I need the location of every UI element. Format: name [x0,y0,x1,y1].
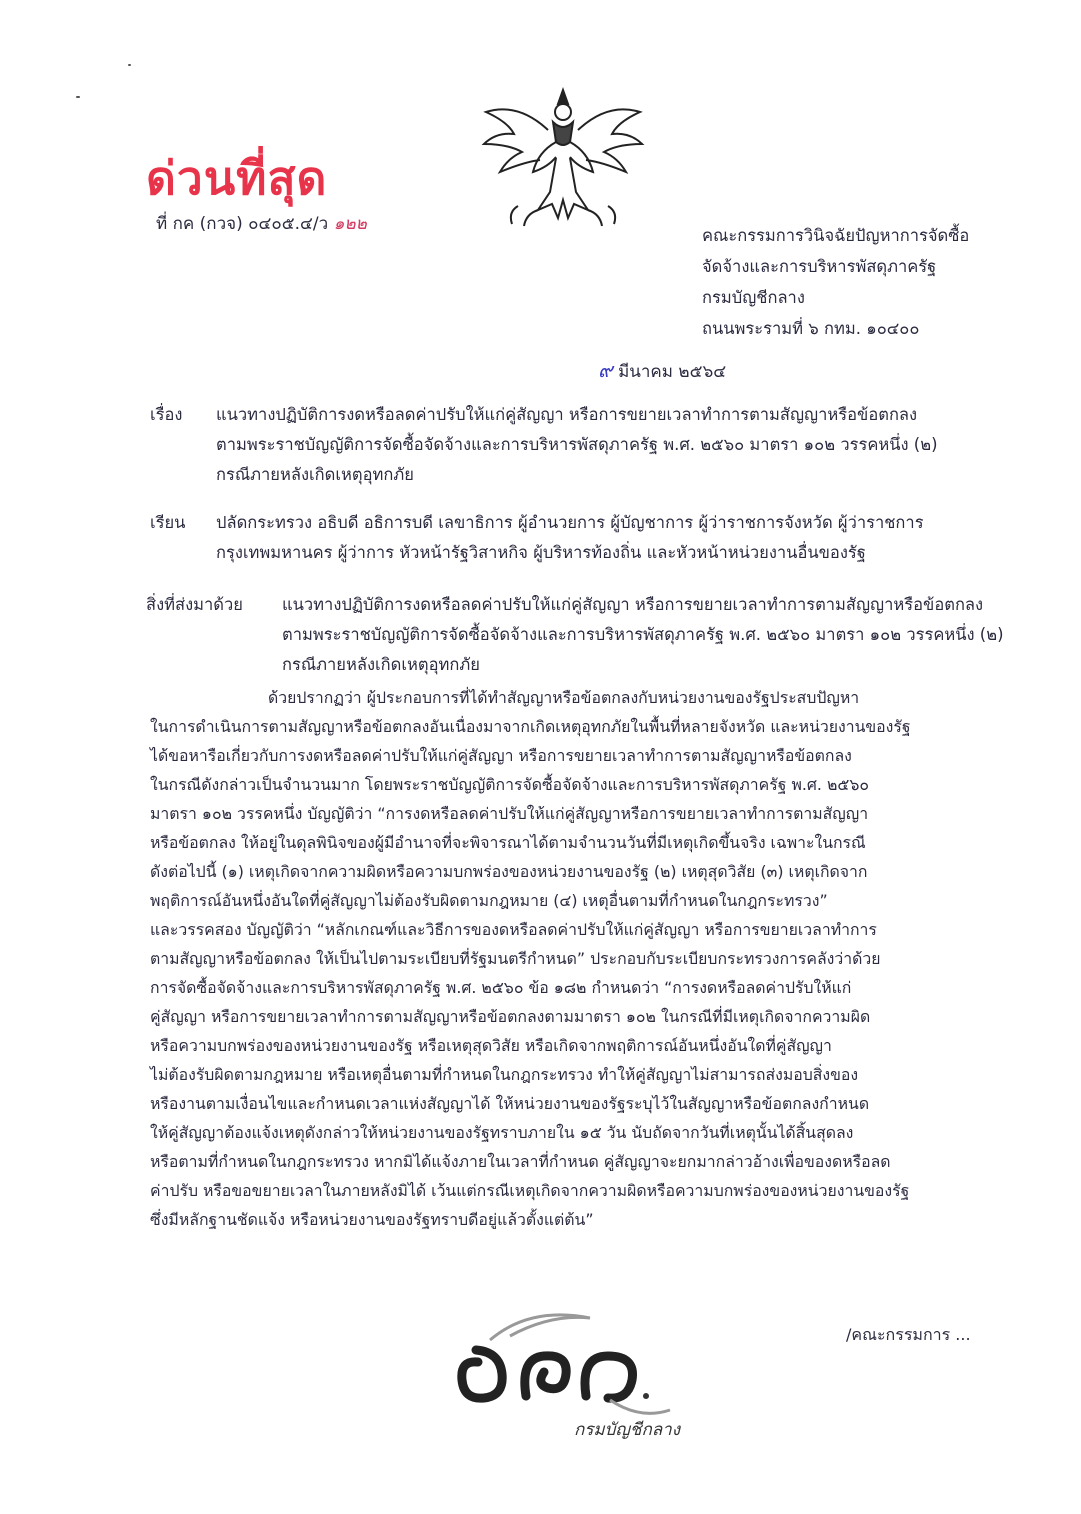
date-day-handwritten: ๙ [598,358,613,382]
date-month-year: มีนาคม ๒๕๖๔ [618,362,727,382]
continued-footer: /คณะกรรมการ ... [846,1325,971,1344]
document-number [156,210,367,237]
body-line: ในการดำเนินการตามสัญญาหรือข้อตกลงอันเนื่องมาจากเกิดเหตุอุทกภัยในพื้นที่หลายจังหวัด และหน่วยงานของรัฐ [150,717,911,736]
body-line: หรือข้อตกลง ให้อยู่ในดุลพินิจของผู้มีอำนาจที่จะพิจารณาได้ตามจำนวนวันที่มีเหตุเกิดขึ้นจริง เฉพาะในกรณี [150,833,866,852]
body-line: พฤติการณ์อันหนึ่งอันใดที่คู่สัญญาไม่ต้องรับผิดตามกฎหมาย (๔) เหตุอื่นตามที่กำหนดในกฎกระทรวง” [150,891,828,910]
recipient-label: เรียน [150,513,186,532]
subject-line: ตามพระราชบัญญัติการจัดซื้อจัดจ้างและการบริหารพัสดุภาครัฐ พ.ศ. ๒๕๖๐ มาตรา ๑๐๒ วรรคหนึ่ง (๒) [216,435,938,454]
body-line: คู่สัญญา หรือการขยายเวลาทำการตามสัญญาหรือข้อตกลงตามมาตรา ๑๐๒ ในกรณีที่มีเหตุเกิดจากความผิด [150,1007,871,1026]
subject-line: แนวทางปฏิบัติการงดหรือลดค่าปรับให้แก่คู่สัญญา หรือการขยายเวลาทำการตามสัญญาหรือข้อตกลง [216,405,918,424]
agency-line: กรมบัญชีกลาง [702,288,805,307]
scan-speck [76,96,80,98]
body-line: ค่าปรับ หรือขอขยายเวลาในภายหลังมิได้ เว้นแต่กรณีเหตุเกิดจากความผิดหรือความบกพร่องของหน่วยงานของรัฐ [150,1181,910,1200]
enclosure-line: ตามพระราชบัญญัติการจัดซื้อจัดจ้างและการบริหารพัสดุภาครัฐ พ.ศ. ๒๕๖๐ มาตรา ๑๐๒ วรรคหนึ่ง (๒) [282,625,1004,644]
enclosure-label: สิ่งที่ส่งมาด้วย [146,595,243,614]
body-line: และวรรคสอง บัญญัติว่า “หลักเกณฑ์และวิธีการของดหรือลดค่าปรับให้แก่คู่สัญญา หรือการขยายเวลาทำการ [150,920,877,939]
body-line: ดังต่อไปนี้ (๑) เหตุเกิดจากความผิดหรือความบกพร่องของหน่วยงานของรัฐ (๒) เหตุสุดวิสัย (๓) เหตุเกิดจาก [150,862,868,881]
agency-line: ถนนพระรามที่ ๖ กทม. ๑๐๔๐๐ [702,319,920,338]
agency-line: คณะกรรมการวินิจฉัยปัญหาการจัดซื้อ [702,226,970,245]
body-line: ตามสัญญาหรือข้อตกลง ให้เป็นไปตามระเบียบที่รัฐมนตรีกำหนด” ประกอบกับระเบียบกระทรวงการคลังว่าด้วย [150,949,881,968]
body-line: หรือความบกพร่องของหน่วยงานของรัฐ หรือเหตุสุดวิสัย หรือเกิดจากพฤติการณ์อันหนึ่งอันใดที่คู่สัญญา [150,1036,832,1055]
body-line: มาตรา ๑๐๒ วรรคหนึ่ง บัญญัติว่า “การงดหรือลดค่าปรับให้แก่คู่สัญญาหรือการขยายเวลาทำการตามสัญญา [150,804,869,823]
urgency-stamp: ด่วนที่สุด [146,151,328,205]
garuda-emblem-icon [478,82,648,232]
scan-speck [128,64,131,66]
agency-line: จัดจ้างและการบริหารพัสดุภาครัฐ [702,257,937,276]
body-line: ซึ่งมีหลักฐานชัดแจ้ง หรือหน่วยงานของรัฐทราบดีอยู่แล้วตั้งแต่ต้น” [150,1210,594,1229]
body-line: ด้วยปรากฏว่า ผู้ประกอบการที่ได้ทำสัญญาหรือข้อตกลงกับหน่วยงานของรัฐประสบปัญหา [268,688,860,707]
enclosure-line: กรณีภายหลังเกิดเหตุอุทกภัย [282,655,480,674]
body-line: ไม่ต้องรับผิดตามกฎหมาย หรือเหตุอื่นตามที่กำหนดในกฎกระทรวง ทำให้คู่สัญญาไม่สามารถส่งมอบสิ่งของ [150,1065,859,1084]
recipient-line: ปลัดกระทรวง อธิบดี อธิการบดี เลขาธิการ ผู้อำนวยการ ผู้บัญชาการ ผู้ว่าราชการจังหวัด ผู้ว่าราชการ [216,513,924,532]
logo-caption: กรมบัญชีกลาง [574,1420,681,1440]
enclosure-line: แนวทางปฏิบัติการงดหรือลดค่าปรับให้แก่คู่สัญญา หรือการขยายเวลาทำการตามสัญญาหรือข้อตกลง [282,595,984,614]
document-number-handwritten: ๑๒๒ [333,214,367,234]
subject-label: เรื่อง [150,405,183,424]
agency-address [702,220,969,344]
body-line: ในกรณีดังกล่าวเป็นจำนวนมาก โดยพระราชบัญญัติการจัดซื้อจัดจ้างและการบริหารพัสดุภาครัฐ พ.ศ. ๒๕๖๐ [150,775,869,794]
subject-line: กรณีภายหลังเกิดเหตุอุทกภัย [216,465,414,484]
body-line: การจัดซื้อจัดจ้างและการบริหารพัสดุภาครัฐ พ.ศ. ๒๕๖๐ ข้อ ๑๘๒ กำหนดว่า “การงดหรือลดค่าปรับให้แก่ [150,978,852,997]
body-line: หรืองานตามเงื่อนไขและกำหนดเวลาแห่งสัญญาได้ ให้หน่วยงานของรัฐระบุไว้ในสัญญาหรือข้อตกลงกำหนด [150,1094,870,1113]
body-paragraph [150,683,980,1234]
body-line: ให้คู่สัญญาต้องแจ้งเหตุดังกล่าวให้หน่วยงานของรัฐทราบภายใน ๑๕ วัน นับถัดจากวันที่เหตุนั้นได้สิ้นสุดลง [150,1123,854,1142]
body-line: ได้ขอหารือเกี่ยวกับการงดหรือลดค่าปรับให้แก่คู่สัญญา หรือการขยายเวลาทำการตามสัญญาหรือข้อตกลง [150,746,852,765]
document-number-prefix: ที่ กค (กวจ) ๐๔๐๕.๔/ว [156,214,329,234]
document-date [598,354,726,386]
recipient-line: กรุงเทพมหานคร ผู้ว่าการ หัวหน้ารัฐวิสาหกิจ ผู้บริหารท้องถิ่น และหัวหน้าหน่วยงานอื่นของรัฐ [216,543,866,562]
body-line: หรือตามที่กำหนดในกฎกระทรวง หากมิได้แจ้งภายในเวลาที่กำหนด คู่สัญญาจะยกมากล่าวอ้างเพื่อของดหรือลด [150,1152,891,1171]
